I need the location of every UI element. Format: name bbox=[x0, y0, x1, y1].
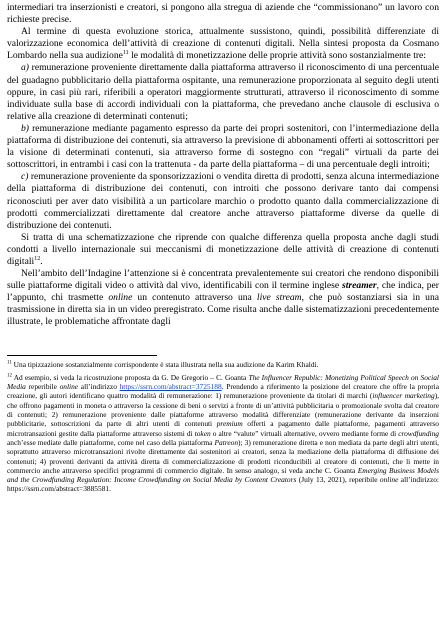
paragraph-text: intermediari tra inserzionisti e creatori, si pongono alla stregua di aziende che “commissionano” un lavoro con richieste precise. bbox=[7, 2, 439, 26]
list-item-text: remunerazione proveniente direttamente dalla piattaforma attraverso il riconoscimento di una percentuale del guadagno pubblicitario della piattaforma ospitante, una remunerazione proporzionata al seguito degli utenti oppure, in casi più rari, riferibili a operatori maggiormente strutturati, attraverso il riconoscimento di somme individuate sulla base di accordi individuali con la piattaforma, che prevedano anche clausole di esclusiva o relative alla creazione di determinati contenuti; bbox=[7, 62, 439, 122]
paragraph-indagine bbox=[7, 268, 439, 328]
term-premium: premium bbox=[216, 419, 243, 429]
footnote-text: ), che offrono pagamenti in moneta o attraverso la cessione di beni o servizi a fronte di un’attività pubblicitaria o promozionale svolta dal creatore di contenuti; 2) remunerazione proveniente dalle piattaforme attraverso modalità differenziate (remunerazione derivante da inserzioni pubblicitarie, sottoscrizioni da parte di altri utenti di contenuti bbox=[7, 391, 439, 429]
list-item-c bbox=[7, 171, 439, 231]
paragraph-text: , che può sostanziarsi sia in una trasmissione in diretta sia in un video preregistrato. Come risulta anche dalle sistematizzazioni precedentemente illustrate, le problematiche affrontate dagli bbox=[7, 292, 440, 328]
list-item-a bbox=[7, 62, 439, 122]
footnote-ref-11[interactable]: 11 bbox=[122, 50, 129, 57]
footnote-text: o altre “valute” virtuali alternative, ovvero mediante forme di bbox=[210, 428, 399, 438]
term-streamer: streamer bbox=[342, 280, 377, 292]
footnote-text: anch’esse mediate dalle piattaforme, come nel caso della piattaforma bbox=[7, 437, 215, 447]
footnote-text: ); 3) remunerazione diretta e non mediata da parte degli altri utenti, soprattutto attraverso microtransazioni rivolte direttamente dai sostenitori ai creatori, senza la mediazione della piattaforma di diffusione dei contenuti; 4) proventi derivanti da attività diretta di commercializzazione di prodotti riconducibili al creatore di contenuti, che li mette in commercio anche attraverso specifici programmi di commercio digitale. In senso analogo, si veda anche C. Goanta bbox=[7, 437, 439, 475]
term-token: token bbox=[194, 428, 211, 438]
term-patreon: Patreon bbox=[214, 437, 239, 447]
list-item-b bbox=[7, 123, 439, 171]
paragraph-intermediari bbox=[7, 2, 439, 26]
footnote-ref-12[interactable]: 12 bbox=[34, 255, 41, 262]
citation-title: Emerging Business Models and the Crowdfunding Regulation: Income Crowdfunding on Social Media by Content Creators bbox=[7, 465, 439, 485]
footnote-number: 11 bbox=[7, 360, 12, 366]
main-text bbox=[7, 2, 439, 329]
footnote-text: all’indirizzo: https://ssrn.com/abstract=3885581. bbox=[7, 475, 439, 494]
term-crowdfunding: crowdfunding bbox=[398, 428, 439, 438]
footnote-11 bbox=[7, 360, 439, 369]
list-marker-b: b) bbox=[21, 122, 29, 134]
term-online: online bbox=[108, 292, 133, 304]
term-live-stream: live stream bbox=[256, 292, 302, 304]
footnote-text: offerti a pagamento dalle piattaforme, pagamenti attraverso microtransazioni gestite dalla piattaforme attraverso sistemi di bbox=[7, 419, 439, 438]
paragraph-text: un contenuto attraverso una bbox=[132, 292, 257, 304]
ssrn-link[interactable]: https://ssrn.com/abstract=3725188 bbox=[119, 382, 222, 392]
footnote-text: Una tipizzazione sostanzialmente corrispondente è stata illustrata nella sua audizione da Karim Khaldi. bbox=[11, 359, 319, 369]
footnote-text: Ad esempio, si veda la ricostruzione proposta da G. De Gregorio – C. Goanta bbox=[12, 372, 249, 382]
footnote-text: reperibile bbox=[25, 382, 60, 392]
paragraph-text: le modalità di monetizzazione delle proprie attività sono sostanzialmente tre: bbox=[128, 50, 426, 62]
list-marker-c: c) bbox=[21, 171, 29, 183]
list-item-text: remunerazione mediante pagamento espresso da parte dei propri sostenitori, con l’intermediazione della piattaforma di distribuzione dei contenuti, sia attraverso la previsione di abbonamenti offerti ai sottoscrittori per la visione di determinati contenuti, sia attraverso forme di sostegno con “regali” virtuali da parte dei sottoscrittori, in entrambi i casi con la trattenuta - da parte della piattaforma – di una percentuale degli introiti; bbox=[7, 122, 439, 171]
paragraph-schematizzazione bbox=[7, 232, 439, 268]
list-item-text: remunerazione proveniente da sponsorizzazioni o vendita diretta di prodotti, senza alcuna intermediazione della piattaforma di distribuzione dei contenuti, con introiti che possono derivare tanto dai compensi riconosciuti per aver dato visibilità a un particolare marchio o prodotto quanto dalla commercializzazione di prodotti commercializzati direttamente dal creatore anche attraverso piattaforme diverse da quelle di distribuzione dei contenuti. bbox=[7, 171, 439, 231]
paragraph-text: Al termine di questa evoluzione storica, attualmente sussistono, quindi, possibilità differenziate di valorizzazione economica dell’attività di creazione di contenuti digitali. Nella sintesi proposta da Cosmano Lombardo nella sua audizione bbox=[7, 26, 439, 62]
term-online: online bbox=[59, 382, 79, 392]
footnote-12 bbox=[7, 373, 439, 494]
citation-title: The Influencer Republic: Monetizing Political Speech on Social Media bbox=[7, 372, 439, 392]
paragraph-evoluzione bbox=[7, 26, 439, 62]
footnote-separator bbox=[7, 355, 157, 356]
paragraph-text: , che indica, per l’appunto, chi trasmette bbox=[7, 280, 439, 304]
term-influencer-marketing: influencer marketing bbox=[372, 391, 435, 401]
list-marker-a: a) bbox=[21, 62, 29, 74]
footnote-text: (July 13, 2021), reperibile bbox=[296, 475, 380, 485]
paragraph-text: Nell’ambito dell’Indagine l’attenzione si è concentrata prevalentemente sui creatori che rendono disponibili sulle piattaforme digitali video o attività dal vivo, identificabili con il termine inglese bbox=[7, 268, 439, 292]
footnote-text: all’indirizzo bbox=[78, 382, 120, 392]
paragraph-text: Si tratta di una schematizzazione che riprende con qualche differenza quella proposta anche dagli studi condotti a livello internazionale sui meccanismi di monetizzazione delle attività di creazione di contenuti digitali bbox=[7, 231, 439, 267]
footnote-number: 12 bbox=[7, 373, 12, 379]
footnote-text: . Prendendo a riferimento la posizione del creatore che offre la propria creazione, gli autori identificano quattro modalità di remunerazione: 1) remunerazione proveniente da titolari di marchi ( bbox=[7, 382, 439, 401]
paragraph-text: . bbox=[40, 255, 43, 267]
term-online: online bbox=[379, 475, 399, 485]
